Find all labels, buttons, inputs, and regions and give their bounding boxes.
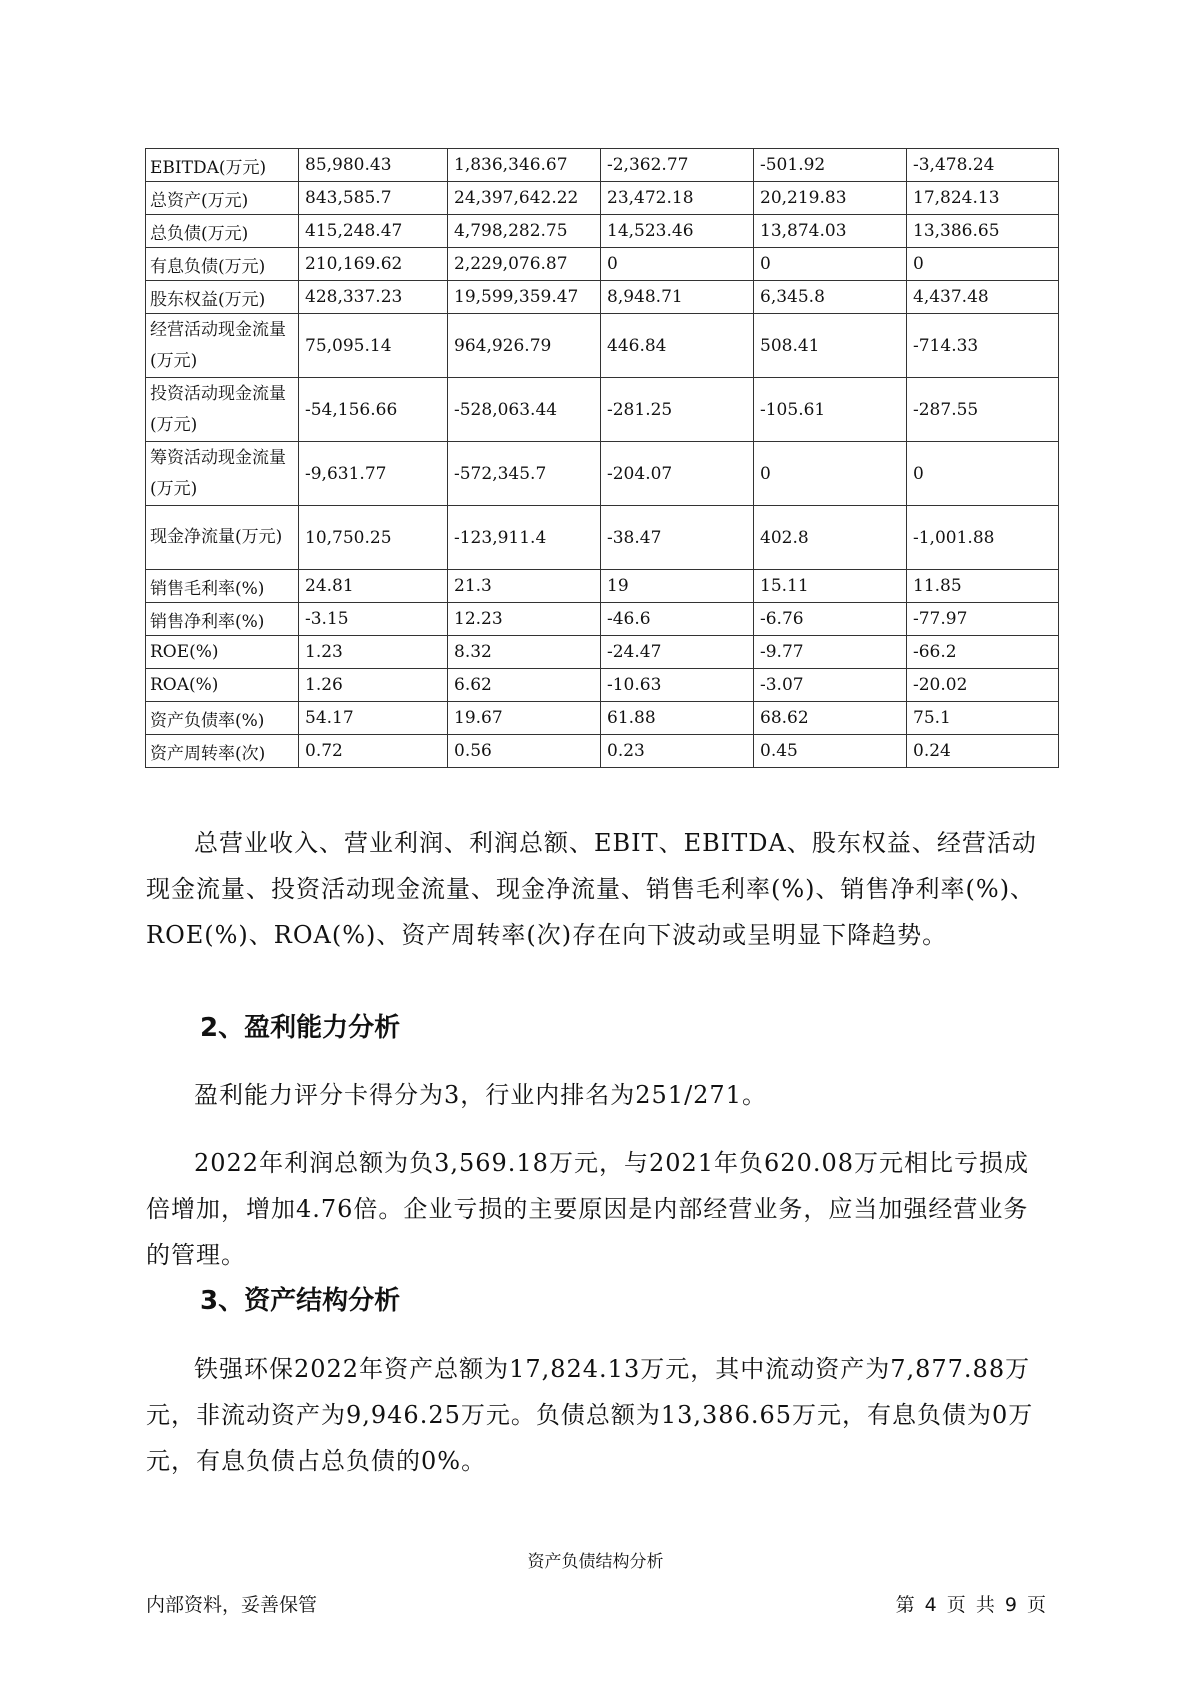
table-cell: 1.26 bbox=[299, 669, 448, 702]
table-cell: -3,478.24 bbox=[907, 149, 1059, 182]
table-cell: 210,169.62 bbox=[299, 248, 448, 281]
table-cell: -3.07 bbox=[754, 669, 907, 702]
table-cell: -204.07 bbox=[601, 442, 754, 506]
table-cell: 54.17 bbox=[299, 702, 448, 735]
table-cell: 19,599,359.47 bbox=[448, 281, 601, 314]
table-row bbox=[146, 702, 1059, 735]
table-cell: 19 bbox=[601, 570, 754, 603]
table-row bbox=[146, 636, 1059, 669]
footer-confidential-note: 内部资料，妥善保管 bbox=[146, 1594, 318, 1616]
row-label: 经营活动现金流量(万元) bbox=[146, 314, 299, 378]
table-cell: 10,750.25 bbox=[299, 506, 448, 570]
table-cell: 0 bbox=[601, 248, 754, 281]
row-label: ROE(%) bbox=[146, 636, 299, 669]
table-row bbox=[146, 570, 1059, 603]
table-cell: 8,948.71 bbox=[601, 281, 754, 314]
row-label: 有息负债(万元) bbox=[146, 248, 299, 281]
table-cell: -38.47 bbox=[601, 506, 754, 570]
table-cell: -501.92 bbox=[754, 149, 907, 182]
table-row bbox=[146, 378, 1059, 442]
row-label: 销售毛利率(%) bbox=[146, 570, 299, 603]
row-label: 资产周转率(次) bbox=[146, 735, 299, 768]
table-cell: 0.45 bbox=[754, 735, 907, 768]
row-label: 股东权益(万元) bbox=[146, 281, 299, 314]
table-cell: -66.2 bbox=[907, 636, 1059, 669]
table-cell: 20,219.83 bbox=[754, 182, 907, 215]
table-cell: 2,229,076.87 bbox=[448, 248, 601, 281]
table-cell: -105.61 bbox=[754, 378, 907, 442]
table-cell: 13,874.03 bbox=[754, 215, 907, 248]
table-cell: 4,437.48 bbox=[907, 281, 1059, 314]
table-cell: 446.84 bbox=[601, 314, 754, 378]
table-cell: 508.41 bbox=[754, 314, 907, 378]
table-cell: -9.77 bbox=[754, 636, 907, 669]
table-cell: 75,095.14 bbox=[299, 314, 448, 378]
table-cell: 415,248.47 bbox=[299, 215, 448, 248]
table-cell: -123,911.4 bbox=[448, 506, 601, 570]
table-row bbox=[146, 149, 1059, 182]
table-row bbox=[146, 314, 1059, 378]
table-cell: 6.62 bbox=[448, 669, 601, 702]
table-cell: -10.63 bbox=[601, 669, 754, 702]
table-row bbox=[146, 603, 1059, 636]
table-cell: -77.97 bbox=[907, 603, 1059, 636]
table-cell: 12.23 bbox=[448, 603, 601, 636]
table-cell: 0.56 bbox=[448, 735, 601, 768]
table-cell: -572,345.7 bbox=[448, 442, 601, 506]
table-row bbox=[146, 215, 1059, 248]
table-cell: 0.23 bbox=[601, 735, 754, 768]
table-cell: -2,362.77 bbox=[601, 149, 754, 182]
row-label: 投资活动现金流量(万元) bbox=[146, 378, 299, 442]
table-cell: 0 bbox=[907, 248, 1059, 281]
table-cell: 843,585.7 bbox=[299, 182, 448, 215]
profit-analysis-paragraph: 2022年利润总额为负3,569.18万元，与2021年负620.08万元相比亏损成倍增加，增加4.76倍。企业亏损的主要原因是内部经营业务，应当加强经营业务的管理。 bbox=[146, 1149, 1030, 1269]
table-cell: 6,345.8 bbox=[754, 281, 907, 314]
table-cell: 964,926.79 bbox=[448, 314, 601, 378]
table-cell: 8.32 bbox=[448, 636, 601, 669]
row-label: 销售净利率(%) bbox=[146, 603, 299, 636]
section-heading-asset-structure: 3、资产结构分析 bbox=[200, 1286, 401, 1316]
summary-paragraph: 总营业收入、营业利润、利润总额、EBIT、EBITDA、股东权益、经营活动现金流量、投资活动现金流量、现金净流量、销售毛利率(%)、销售净利率(%)、ROE(%)、ROA(%)、资产周转率(次)存在向下波动或呈明显下降趋势。 bbox=[146, 829, 1037, 949]
table-cell: 19.67 bbox=[448, 702, 601, 735]
table-row bbox=[146, 442, 1059, 506]
table-cell: 21.3 bbox=[448, 570, 601, 603]
table-cell: -1,001.88 bbox=[907, 506, 1059, 570]
table-cell: 0 bbox=[754, 442, 907, 506]
row-label: ROA(%) bbox=[146, 669, 299, 702]
asset-structure-paragraph: 铁强环保2022年资产总额为17,824.13万元，其中流动资产为7,877.88万元，非流动资产为9,946.25万元。负债总额为13,386.65万元，有息负债为0万元，有息负债占总负债的0%。 bbox=[146, 1355, 1034, 1475]
table-cell: 14,523.46 bbox=[601, 215, 754, 248]
footer-page-number: 第 4 页 共 9 页 bbox=[895, 1594, 1046, 1616]
table-cell: -46.6 bbox=[601, 603, 754, 636]
table-row bbox=[146, 248, 1059, 281]
table-cell: -3.15 bbox=[299, 603, 448, 636]
table-cell: -24.47 bbox=[601, 636, 754, 669]
table-row bbox=[146, 281, 1059, 314]
table-cell: 4,798,282.75 bbox=[448, 215, 601, 248]
financial-metrics-table bbox=[145, 148, 1059, 768]
table-cell: 68.62 bbox=[754, 702, 907, 735]
table-cell: -9,631.77 bbox=[299, 442, 448, 506]
table-cell: 11.85 bbox=[907, 570, 1059, 603]
table-cell: 0.72 bbox=[299, 735, 448, 768]
table-cell: 428,337.23 bbox=[299, 281, 448, 314]
table-row bbox=[146, 182, 1059, 215]
table-cell: -54,156.66 bbox=[299, 378, 448, 442]
row-label: 总负债(万元) bbox=[146, 215, 299, 248]
chart-caption: 资产负债结构分析 bbox=[527, 1552, 664, 1572]
table-cell: 23,472.18 bbox=[601, 182, 754, 215]
table-cell: -281.25 bbox=[601, 378, 754, 442]
profitability-score-paragraph: 盈利能力评分卡得分为3，行业内排名为251/271。 bbox=[194, 1081, 767, 1109]
table-cell: 15.11 bbox=[754, 570, 907, 603]
table-cell: 85,980.43 bbox=[299, 149, 448, 182]
table-cell: 24.81 bbox=[299, 570, 448, 603]
table-cell: -714.33 bbox=[907, 314, 1059, 378]
table-cell: 0 bbox=[907, 442, 1059, 506]
table-cell: 402.8 bbox=[754, 506, 907, 570]
table-cell: 75.1 bbox=[907, 702, 1059, 735]
table-cell: 61.88 bbox=[601, 702, 754, 735]
table-cell: -528,063.44 bbox=[448, 378, 601, 442]
table-cell: 0.24 bbox=[907, 735, 1059, 768]
table-row bbox=[146, 506, 1059, 570]
row-label: 总资产(万元) bbox=[146, 182, 299, 215]
table-cell: -6.76 bbox=[754, 603, 907, 636]
table-cell: 24,397,642.22 bbox=[448, 182, 601, 215]
table-row bbox=[146, 669, 1059, 702]
table-cell: 1.23 bbox=[299, 636, 448, 669]
table-cell: -287.55 bbox=[907, 378, 1059, 442]
table-cell: 17,824.13 bbox=[907, 182, 1059, 215]
row-label: 资产负债率(%) bbox=[146, 702, 299, 735]
row-label: 现金净流量(万元) bbox=[146, 506, 299, 570]
row-label: 筹资活动现金流量(万元) bbox=[146, 442, 299, 506]
table-cell: 13,386.65 bbox=[907, 215, 1059, 248]
table-cell: 0 bbox=[754, 248, 907, 281]
row-label: EBITDA(万元) bbox=[146, 149, 299, 182]
table-row bbox=[146, 735, 1059, 768]
section-heading-profitability: 2、盈利能力分析 bbox=[200, 1013, 401, 1043]
table-cell: 1,836,346.67 bbox=[448, 149, 601, 182]
table-cell: -20.02 bbox=[907, 669, 1059, 702]
